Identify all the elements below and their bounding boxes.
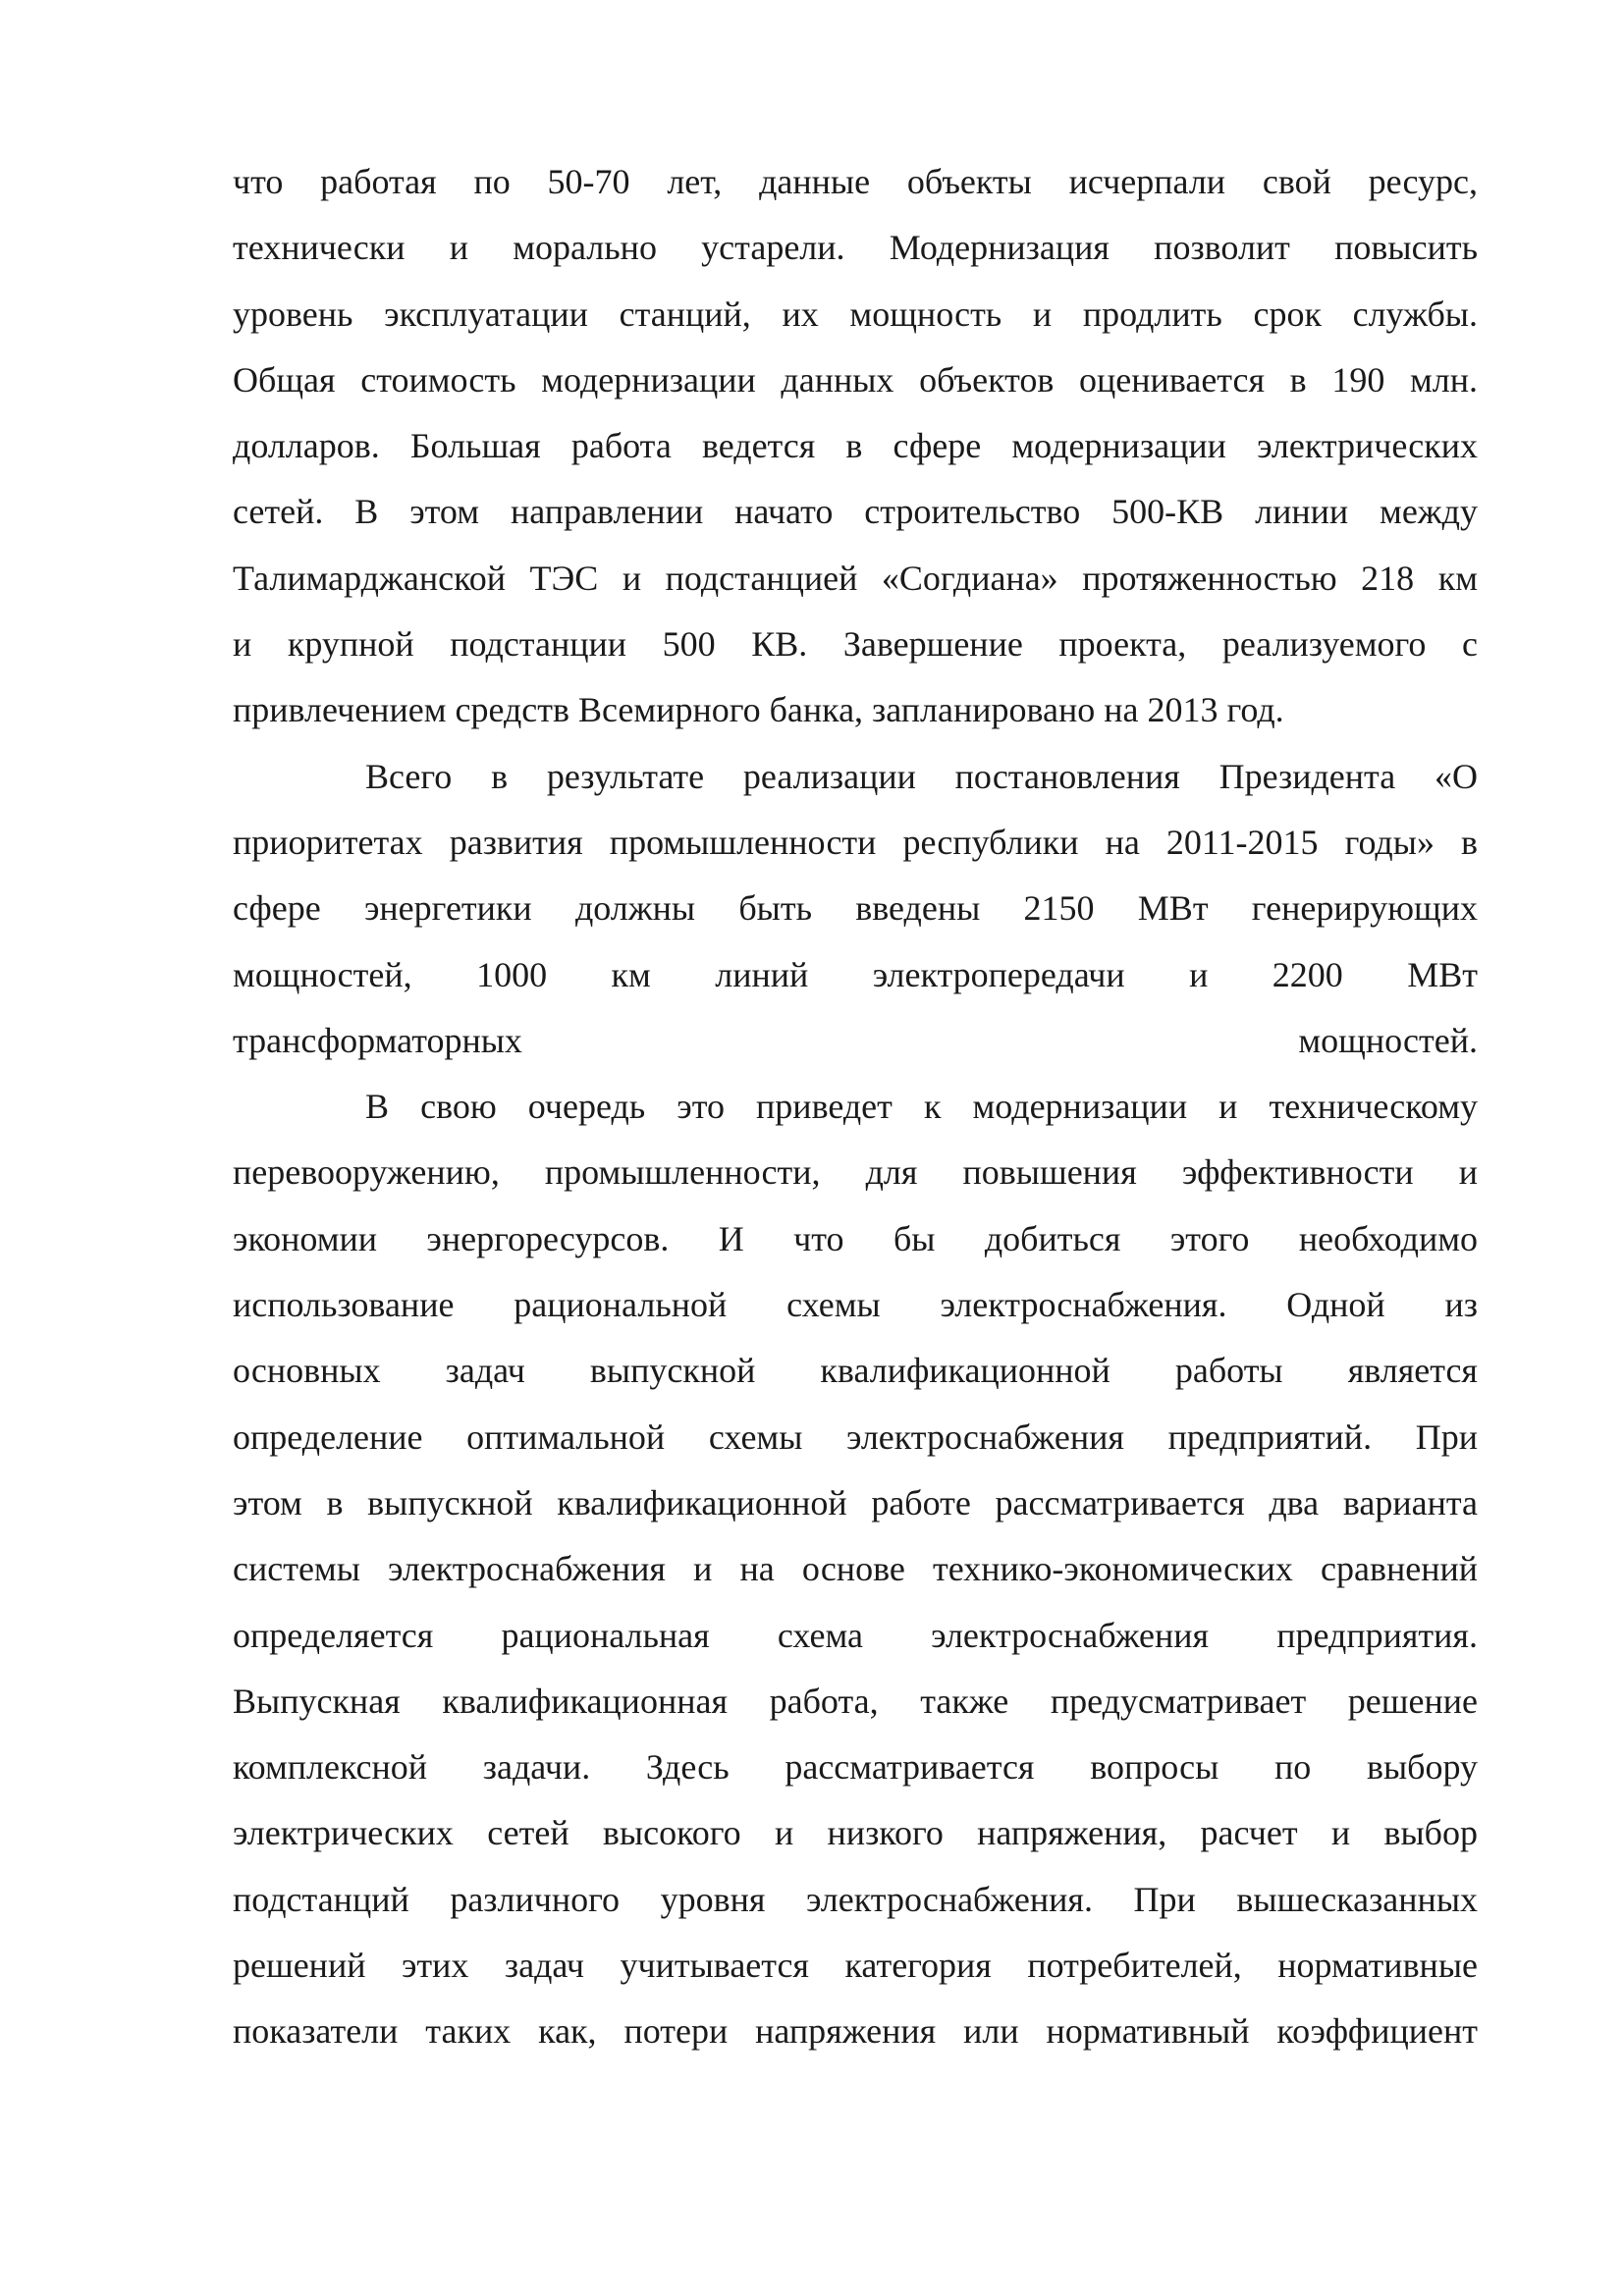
text-line: электрических сетей высокого и низкого напряжения, расчет и выбор: [233, 1813, 1478, 1853]
text-line: показатели таких как, потери напряжения или нормативный коэффициент: [233, 2011, 1478, 2052]
text-line: мощностей, 1000 км линий электропередачи и 2200 МВт: [233, 954, 1478, 994]
text-line: решений этих задач учитывается категория потребителей, нормативные: [233, 1946, 1478, 1986]
text-line: перевооружению, промышленности, для повышения эффективности и: [233, 1152, 1478, 1193]
text-line: использование рациональной схемы электроснабжения. Одной из: [233, 1285, 1478, 1325]
text-line: приоритетах развития промышленности республики на 2011-2015 годы» в: [233, 822, 1478, 862]
text-line: технически и морально устарели. Модернизация позволит повысить: [233, 228, 1478, 268]
text-line: привлечением средств Всемирного банка, запланировано на 2013 год.: [233, 690, 1284, 730]
text-line: уровень эксплуатации станций, их мощность и продлить срок службы.: [233, 294, 1478, 334]
text-line: определяется рациональная схема электроснабжения предприятия.: [233, 1615, 1478, 1655]
text-line: и крупной подстанции 500 КВ. Завершение проекта, реализуемого с: [233, 624, 1478, 665]
text-line: Талимарджанской ТЭС и подстанцией «Согдиана» протяженностью 218 км: [233, 558, 1478, 598]
text-line: Общая стоимость модернизации данных объектов оценивается в 190 млн.: [233, 359, 1478, 400]
text-line: экономии энергоресурсов. И что бы добиться этого необходимо: [233, 1218, 1478, 1258]
text-line: Всего в результате реализации постановления Президента «О: [365, 756, 1478, 796]
text-line: основных задач выпускной квалификационной работы является: [233, 1351, 1478, 1391]
text-line: В свою очередь это приведет к модернизации и техническому: [365, 1087, 1478, 1127]
text-line: трансформаторных мощностей.: [233, 1020, 1478, 1060]
body-text: [233, 149, 1478, 2065]
text-line: этом в выпускной квалификационной работе рассматривается два варианта: [233, 1482, 1478, 1522]
text-line: сетей. В этом направлении начато строительство 500-КВ линии между: [233, 492, 1478, 532]
text-line: подстанций различного уровня электроснабжения. При вышесказанных: [233, 1879, 1478, 1919]
text-line: Выпускная квалификационная работа, также предусматривает решение: [233, 1681, 1478, 1721]
text-line: долларов. Большая работа ведется в сфере модернизации электрических: [233, 426, 1478, 466]
text-line: сфере энергетики должны быть введены 2150 МВт генерирующих: [233, 888, 1478, 929]
text-line: комплексной задачи. Здесь рассматривается вопросы по выбору: [233, 1747, 1478, 1788]
text-line: определение оптимальной схемы электроснабжения предприятий. При: [233, 1416, 1478, 1457]
text-line: системы электроснабжения и на основе технико-экономических сравнений: [233, 1549, 1478, 1589]
text-line: что работая по 50-70 лет, данные объекты исчерпали свой ресурс,: [233, 162, 1478, 201]
